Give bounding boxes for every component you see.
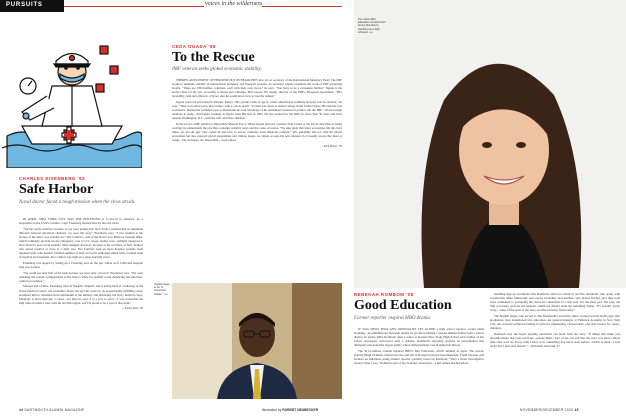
story3-paragraph: The $11.2-million scandal inspired HBO's Bad Education, which debuted in April. The movie, starring Hugh Jackman, follows the rise and fall of Roslyn's beloved superintendent, Frank Tassone, and features an ambitious young student reporter, partially based on Rombom. "She's a better investigative reporter than I was," Rombom says of her fictional counterpart—a girl named Rachel whose — [354, 348, 484, 366]
story3-headline: Good Education — [354, 298, 452, 313]
footer-right — [520, 408, 579, 412]
story1-paragraph: Married and a father, Eisenberg lives in Norfolk, Virginia, and is acting head of cardiology at the Naval Medical Center. An economics major, he says his work for an exceptionally fulfilling career prompted him to transition from Dartmouth to the military and ultimately the Navy medical corps. Medicine is more than just a career—for him, he says, it is a way to serve. "I was proud that the ship came in when a true crisis hit and this region, and I'm proud to be a part of that team." — [19, 284, 143, 305]
photo-caption-woman: The movie Bad Education reunited both former Rombom's sleuthing as a high schooler. •••• — [358, 18, 386, 34]
header-rule-right — [262, 6, 342, 7]
story3-paragraph: Rombom says she hopes aspiring journalists can learn from her story. "If things that make you uncomfortable, that raise red flags—pursue them." Part of me was felt that the story was more critical than what we'd do. Every time I have to do something I've never done before—which is often—I feel lucky that I have this muscle." —Elizabeth Janowski '21 — [490, 331, 620, 349]
story2-headline: To the Rescue — [172, 50, 255, 65]
story2-dek: IMF veteran seeks global economic stability. — [172, 67, 262, 72]
story1-headline: Safe Harbor — [19, 182, 94, 197]
story1-paragraph: "We could see only half of the beds because we were only at board," Eisenberg says. "We were adjusting the overall configurations of the beds to allow for optimal social distancing and infection-control procedures." — [19, 270, 143, 283]
story3-body-column1 — [354, 327, 484, 367]
story1-paragraph: "We felt really assertive because, as we were pulling into New York, I realized that no multitude different national television channels, we were the story," Eisenberg says. "I was looking at the picture of the ship I was actually on." The Comfort—one of the Navy's two 894-foot hospital ships, which ordinarily provide on-site emergency care to U.S. troops during wars—initially deployed to New York for non-Covid patients. That changed, however, because of the overflow of New Yorkers who tested positive at close to a daily rate. The Comfort took on more hospital patients from inpatient units who needed a limited number of beds on board. Although armed with a trained team of medical professionals, the Comfort was right on a steep learning curve. — [19, 226, 143, 260]
portrait-photo-man — [172, 283, 342, 399]
photo-caption-man: Ogada hopes to be "a consensus builder." •••• — [154, 283, 170, 296]
story1-kicker: CHARLES EISENBERG '93 — [19, 176, 85, 181]
story1-signature: —Emily Zion '20 — [122, 306, 143, 311]
page-number-left: 44 — [19, 408, 24, 412]
issue-date: NOVEMBER/DECEMBER 2020 — [520, 408, 574, 412]
publication-name: DARTMOUTH ALUMNI MAGAZINE — [24, 408, 85, 412]
illustration-credit — [262, 408, 318, 412]
credit-prefix: Illustration by — [262, 408, 282, 412]
story3-paragraph: IT WAS NEWS THAT ANY JOURNALIST LET ALONE a high school reporter, would relish breaking—an administrator had been quietly let go after pilfering a quarter-million dollars from a school district. In spring 2004, Rombom, then a senior at Roslyn (New York) High School and coeditor of her school newspaper, uncovered such a scheme. Rombom's reporting sparked an investigation that ultimately unraveled the largest public school embezzlement case in American history. — [354, 327, 484, 348]
story2-body — [172, 78, 342, 150]
section-tab — [0, 0, 64, 12]
page-number-right: 45 — [574, 408, 579, 412]
story1-dek: Naval doctor faced a tough mission when the virus struck. — [19, 200, 136, 205]
story2-paragraph: In the service, IMF stands for Impossible Mission Force. While Ogada does not consider Tom Cruise or his job he describes as being exciting, he understands the role that economic stability plays and the cause of rescue. "We take pride that when economies fall into hard times, we are the guy who comes in and tries to rescue countries from financial collapse." The pandemic has not only hit global economies but also exposed global inequalities and climate issues. As Ogada accepts his new mission, he is keenly aware that there is tough—but, he hopes, not impossible—work ahead. — [172, 121, 342, 143]
credit-name: ROBERT NEUBECKER — [282, 408, 319, 412]
story3-body-column2 — [490, 292, 620, 350]
portrait-photo-woman — [354, 0, 626, 288]
story1-paragraph: IN APRIL, NEW YORK CITY WAS THE EPICENTER of Covid-19 in America. As a hospitalist on the USNS Comfort, Capt. Eisenberg headed directly into the crisis. — [19, 217, 143, 226]
story1-body — [19, 217, 143, 312]
story3-paragraph: The English major, who served as The Dartmouth's executive editor, worked several media gigs after graduation, then transitioned into education. An general manager at Fullstack Academy in New York City, she oversees technical training in software engineering, cybersecurity, and data science for career-changers. — [490, 313, 620, 331]
header-rule-left — [64, 6, 204, 7]
story2-kicker: CEDA OGADA '88 — [172, 44, 216, 49]
story3-paragraph: sleuthing digs up documents that Rombom could not obtain in real life. Rombom, who spoke with screenwriter Mike Makowsky and actress Geraldine Viswanathan, who played Rachel, says they both were committed to portraying the character's intentions in a true way. For the most part, she says, the film accurately portrays the tensions within the district amid the unfolding drama. "It's actually pretty crazy—some of the parts of the story are lifted directly from reality." — [490, 292, 620, 313]
captain-illustration — [2, 16, 142, 168]
story2-paragraph: Ogada was born and raised in Nairobi, Kenya. "My parents came of age at a time when Kenya suddenly had just won its election," he says. "They were attracted to that country with a can-do spirit." So their son chose to attend college in the United States. His interest was economics. During his freshman year at Dartmouth he took advantage of his dormmate's interest in politics and the IMF—chose foreign relations to study—and began working in Ogada from Harvard in 1993. He has worked for the IMF for more than 30 years and lives outside Washington, D.C., with his wife and three children. — [172, 99, 342, 121]
footer-left — [19, 408, 84, 412]
story3-dek: Former reporter inspires HBO drama. — [354, 316, 431, 321]
section-tab-label: PURSUITS — [6, 2, 43, 8]
story2-paragraph: THERE'S AN ELEMENT OF HEROISM OUT IN HEADLINES new job as secretary of the International Monetary Fund. The IMF works to maintain stability of international monetary and financial systems. As secretary, Ogada organizes the work of IMF governing boards. "There are 189 member countries, each with their own views," he says. "You have to be a consensus builder." Ogada is the perfect man for the job, according to friend and colleague Phil Gerson '83, deputy director of the IMF's European department. "He's incredibly calm and affected—I'm not sure he would know how to lose his temper." — [172, 78, 342, 99]
story3-kicker: REBEKAH ROMBOM '08 — [354, 292, 414, 297]
section-title: voices in the wilderness — [205, 1, 263, 7]
story1-paragraph: Eisenberg was tapped by setting up a screening area on the pier where we'd 1,000-bed hospital ship was docked. — [19, 260, 143, 270]
story2-signature: —Nick Boyer '79 — [320, 143, 342, 148]
